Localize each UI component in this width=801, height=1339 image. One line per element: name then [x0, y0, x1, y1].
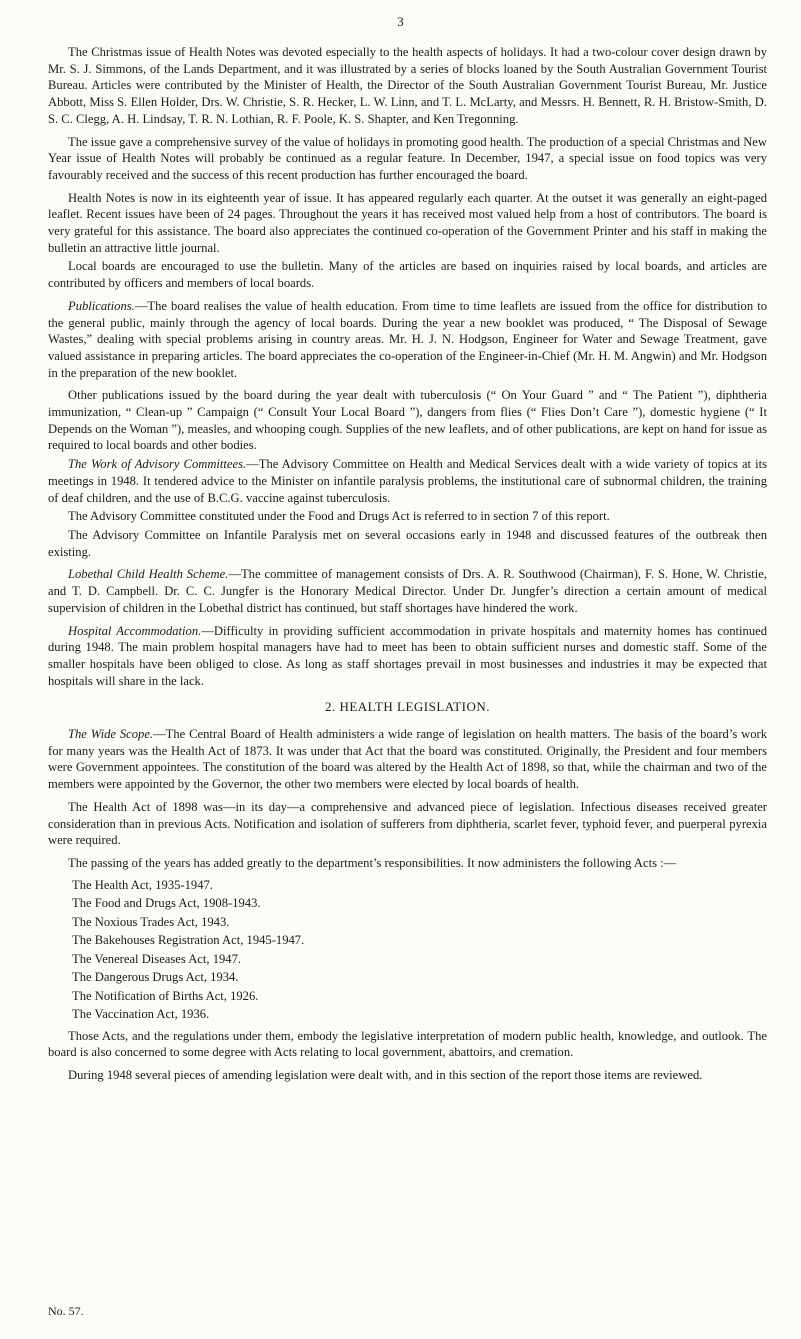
list-item: The Health Act, 1935-1947. [72, 877, 213, 892]
paragraph: Hospital Accommodation.—Difficulty in providing sufficient accommodation in private hospitals and maternity homes has continued during 1948. The main problem hospital managers have had to meet has been to obtain sufficient nurses and domestic staff. Some of the smaller hospitals have been obliged to close. As long as staff shortages prevail in most businesses and industries it may be expected that hospitals will share in the lack. [48, 623, 768, 688]
acts-list [72, 876, 767, 1024]
list-item: The Vaccination Act, 1936. [72, 1007, 210, 1022]
paragraph: The Advisory Committee constituted under the Food and Drugs Act is referred to in section 7 of this report. [68, 509, 610, 524]
list-item: The Bakehouses Registration Act, 1945-1947. [72, 933, 305, 948]
paragraph: Local boards are encouraged to use the bulletin. Many of the articles are based on inquiries raised by local boards, and articles are contributed by officers and members of local boards. [48, 259, 767, 291]
paragraph: Other publications issued by the board during the year dealt with tuberculosis (“ On Your Guard ” and “ The Patient ”), diphtheria immunization, “ Clean-up ” Campaign (“ Consult Your Local Board ”), dangers from flies (“ Flies Don’t Care ”), domestic hygiene (“ It Depends on the Woman ”), measles, and whooping cough. Supplies of the new leaflets, and of other publications, are kept on hand for issue as required to local boards and other bodies. [48, 388, 767, 453]
paragraph: Health Notes is now in its eighteenth year of issue. It has appeared regularly each quarter. At the outset it was generally an eight-paged leaflet. Recent issues have been of 24 pages. Throughout the years it has received most valued help from a host of contributors. The board is very grateful for this assistance. The board also appreciates the continued co-operation of the Government Printer and his staff in making the bulletin an attractive little journal. [48, 190, 767, 255]
paragraph: The Christmas issue of Health Notes was devoted especially to the health aspects of holidays. It had a two-colour cover design drawn by Mr. S. J. Simmons, of the Lands Department, and it was illustrated by a series of blocks loaned by the South Australian Government Tourist Bureau. Articles were contributed by the Minister of Health, the Director of the South Australian Government Tourist Bureau, Mr. Justice Abbott, Miss S. Ellen Holder, Drs. W. Christie, S. R. Hecker, L. W. Linn, and T. L. McLarty, and Messrs. H. Bennett, R. H. Bristow-Smith, D. S. C. Clegg, A. H. Lindsay, T. R. N. Lothian, R. F. Poole, K. S. Shapter, and Ken Tregonning. [48, 45, 767, 126]
paragraph: The Health Act of 1898 was—in its day—a comprehensive and advanced piece of legislation. Infectious diseases received greater consideration than in previous Acts. Notification and isolation of sufferers from diphtheria, scarlet fever, typhoid fever, and puerperal pyrexia were required. [48, 799, 767, 848]
list-item: The Food and Drugs Act, 1908-1943. [72, 896, 261, 911]
page-number: 3 [397, 14, 404, 29]
paragraph: The Advisory Committee on Infantile Paralysis met on several occasions early in 1948 and discussed features of the outbreak then existing. [48, 527, 767, 559]
section-heading: 2. HEALTH LEGISLATION. [324, 699, 491, 715]
paragraph: Lobethal Child Health Scheme.—The committee of management consists of Drs. A. R. Southwood (Chairman), F. S. Hone, W. Christie, and T. D. Campbell. Dr. C. C. Jungfer is the Honorary Medical Director. Under Dr. Jungfer’s direction a certain amount of medical supervision of children in the Lobethal district has continued, but staff shortages have hindered the work. [48, 567, 767, 615]
list-item: The Notification of Births Act, 1926. [72, 988, 259, 1003]
body-text [48, 44, 767, 1086]
paragraph: Publications.—The board realises the value of health education. From time to time leaflets are issued from the office for distribution to the general public, mainly through the agency of local boards. During the year a new booklet was produced, “ The Disposal of Sewage Wastes,” dealing with special problems arising in country areas. Mr. H. J. N. Hodgson, Engineer for Water and Sewage Treatment, gave valued assistance in preparing articles. The board appreciates the co-operation of the Engineer-in-Chief (Mr. H. M. Angwin) and Mr. Hodgson in the preparation of the new booklet. [48, 298, 767, 380]
list-item: The Dangerous Drugs Act, 1934. [72, 970, 239, 985]
paragraph: The passing of the years has added greatly to the department’s responsibilities. It now administers the following Acts :— [68, 855, 677, 870]
list-item: The Noxious Trades Act, 1943. [72, 914, 230, 929]
paragraph: The Wide Scope.—The Central Board of Health administers a wide range of legislation on health matters. The basis of the board’s work for many years was the Health Act of 1873. It was under that Act that the board was constituted. Originally, the President and four members were Government appointees. The constitution of the board was altered by the Health Act of 1898, so that, while the chairman and two of the members were appointed by the Governor, the other two members were elected by local boards of health. [48, 727, 768, 792]
paragraph: During 1948 several pieces of amending legislation were dealt with, and in this section of the report those items are reviewed. [68, 1068, 703, 1083]
paragraph: Those Acts, and the regulations under them, embody the legislative interpretation of modern public health, knowledge, and outlook. The board is also concerned to some degree with Acts relating to local government, abattoirs, and cremation. [48, 1028, 767, 1060]
list-item: The Venereal Diseases Act, 1947. [72, 951, 242, 966]
paragraph: The issue gave a comprehensive survey of the value of holidays in promoting good health. The production of a special Christmas and New Year issue of Health Notes will probably be continued as a regular feature. In December, 1947, a special issue on food topics was very favourably received and the success of this recent production has further encouraged the board. [48, 134, 767, 182]
footer-number: No. 57. [48, 1304, 84, 1318]
paragraph: The Work of Advisory Committees.—The Advisory Committee on Health and Medical Services dealt with a wide variety of topics at its meetings in 1948. It tendered advice to the Minister on infantile paralysis problems, the institutional care of subnormal children, the training of deaf children, and the use of B.C.G. vaccine against tuberculosis. [48, 457, 767, 505]
